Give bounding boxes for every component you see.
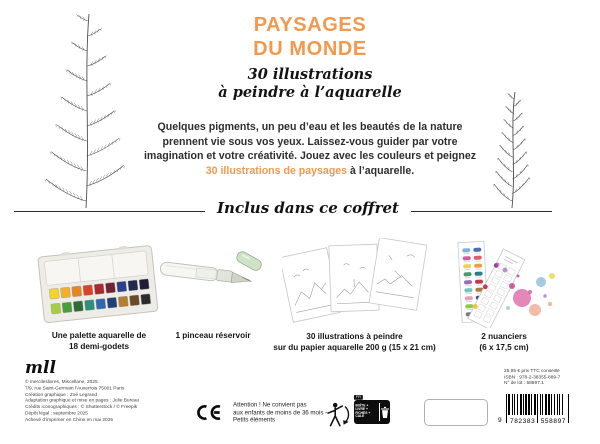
caption-line: 2 nuanciers — [481, 332, 527, 341]
subtitle-line1: 30 illustrations — [247, 66, 373, 83]
section-divider-label: Inclus dans ce coffret — [205, 199, 411, 217]
intro-text-before: Quelques pigments, un peu d’eau et les beautés de la nature prennent vie sous vos yeux. Laissez-vous guider par votre imagination et votre créativité. Jouez avec les couleurs et peignez — [143, 121, 477, 163]
title-line2: DU MONDE — [253, 38, 367, 60]
caption-line: 18 demi-godets — [68, 341, 130, 351]
ce-mark-icon — [193, 400, 227, 425]
caption-line: 1 pinceau réservoir — [175, 331, 251, 340]
item-illustrations — [273, 238, 436, 356]
legal-line: Dépôt légal : septembre 2025 — [25, 411, 88, 416]
triman-recycling-icon — [324, 399, 352, 429]
infotri-fr-text: FR — [355, 395, 362, 400]
infotri-lines — [354, 405, 370, 419]
title-line1: PAYSAGES — [253, 14, 367, 36]
warning-line: aux enfants de moins de 36 mois – — [233, 409, 329, 416]
caption-line: sur du papier aquarelle 200 g (15 x 21 cm) — [273, 342, 436, 352]
color-chart-image — [448, 238, 560, 328]
legal-line: Crédits iconographiques : © Shutterstock / © Freepik — [25, 404, 138, 410]
botanical-sketch-left — [28, 4, 148, 212]
watercolor-palette-image — [25, 241, 173, 327]
subtitle-line2: à peindre à l’aquarelle — [218, 83, 402, 101]
barcode — [498, 394, 572, 425]
item-nuanciers-caption — [409, 332, 599, 353]
barcode-group1: 782383 — [510, 418, 536, 425]
publisher-logo: mll — [25, 358, 56, 378]
barcode-digit-left: 9 — [498, 417, 502, 424]
infotri-fr-tab — [354, 395, 363, 400]
intro-highlight: 30 illustrations de paysages — [205, 164, 348, 177]
infotri-line: LIVRE + — [355, 407, 368, 412]
barcode-digits — [507, 418, 569, 425]
caption-line: Une palette aquarelle de — [51, 331, 147, 340]
trash-bin-icon — [380, 406, 390, 419]
barcode-group2: 558897 — [540, 418, 566, 425]
legal-line: 7/9, rue Saint-Germain l’Auxerrois 75001 Paris — [25, 386, 125, 392]
legal-line: © mercileslivres, Miscellane, 2025 — [25, 380, 98, 385]
legal-line: Achevé d’imprimer en Chine en mai 2025 — [25, 417, 114, 423]
intro-text-after: à l’aquarelle. — [347, 164, 415, 177]
warning-line: Petits éléments — [233, 417, 276, 424]
legal-line: Création graphique : Zoé Legrand — [25, 392, 98, 398]
intro-paragraph — [140, 120, 480, 178]
infotri-label — [354, 395, 390, 424]
infotri-line: CALE — [355, 414, 365, 419]
infotri-line: FICHES + — [355, 411, 371, 416]
lot-number-text: N° de lot : 58897.1 — [504, 381, 544, 386]
warning-line: Attention ! Ne convient pas — [233, 402, 307, 409]
infotri-bin — [379, 403, 390, 421]
item-brush — [154, 241, 272, 356]
subtitle — [190, 66, 430, 101]
botanical-sketch-right — [482, 78, 548, 212]
price-text: 25,95 € prix TTC conseillé — [504, 369, 560, 374]
infotri-line: BOÎTE + — [355, 404, 369, 409]
safety-warning — [233, 402, 330, 425]
legal-line: Adaptation graphique et mise en pages : Julie Bureau — [25, 398, 140, 404]
water-brush-image — [154, 241, 272, 327]
retail-info — [504, 369, 592, 387]
infotri-box — [354, 400, 390, 424]
price-sticker-box — [424, 399, 488, 426]
item-nuanciers — [448, 238, 560, 356]
page-title — [190, 13, 430, 61]
caption-line: (6 x 17,5 cm) — [479, 342, 529, 352]
caption-line: 30 illustrations à peindre — [306, 332, 403, 341]
illustration-cards-image — [282, 238, 427, 326]
isbn-text: ISBN : 978-2-38355-889-7 — [504, 375, 561, 380]
